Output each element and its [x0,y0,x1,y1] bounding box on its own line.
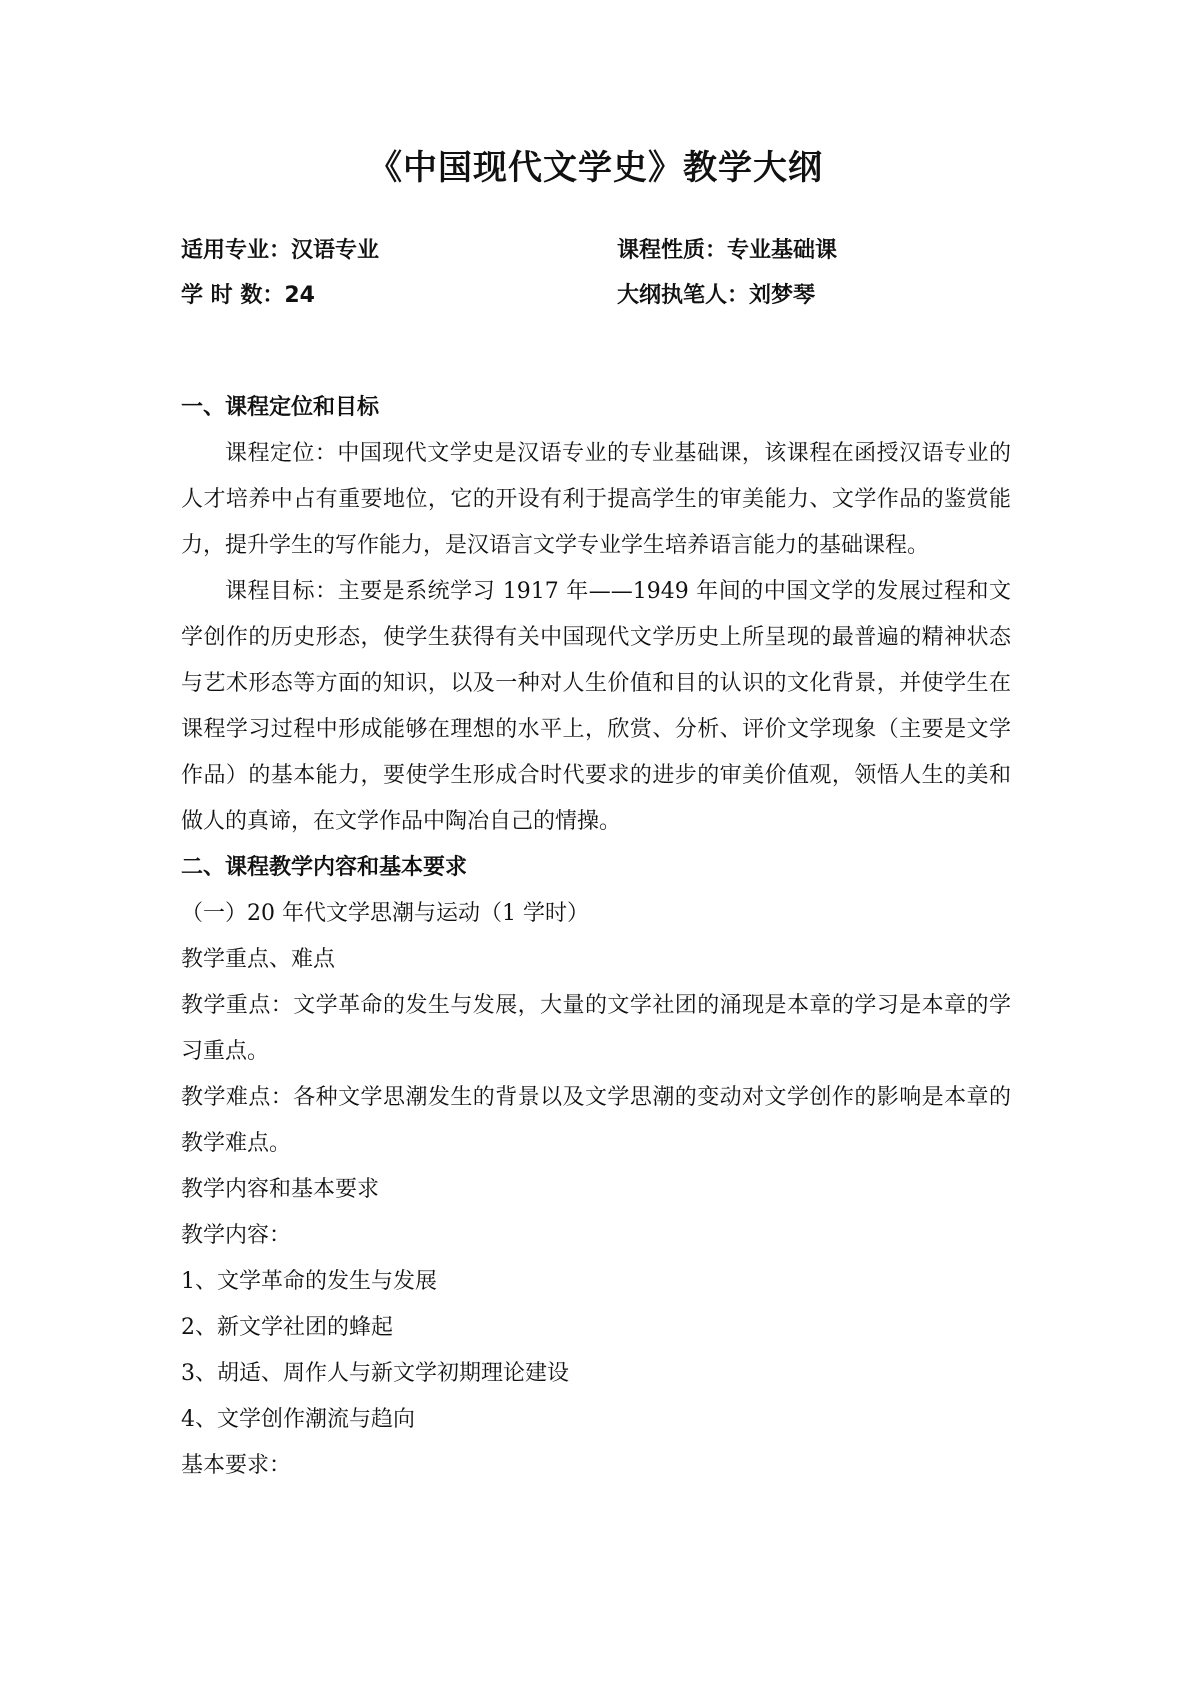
meta-major-value: 汉语专业 [291,238,380,263]
key-points-heading: 教学重点、难点 [181,947,336,972]
meta-nature [617,233,837,264]
list-item: 2、新文学社团的蜂起 [181,1315,393,1340]
requirements-label: 基本要求： [181,1453,292,1478]
meta-hours-label: 学 时 数： [181,283,285,308]
list-item: 4、文学创作潮流与趋向 [181,1407,415,1432]
content-requirements-heading: 教学内容和基本要求 [181,1177,380,1202]
meta-hours [181,278,315,309]
course-positioning-paragraph: 课程定位：中国现代文学史是汉语专业的专业基础课，该课程在函授汉语专业的人才培养中占有重要地位，它的开设有利于提高学生的审美能力、文学作品的鉴赏能力，提升学生的写作能力，是汉语言文学专业学生培养语言能力的基础课程。 [181,441,1011,558]
meta-nature-value: 专业基础课 [727,238,838,263]
unit-1-title: （一）20 年代文学思潮与运动（1 学时） [181,901,589,926]
meta-author [617,278,815,309]
meta-author-label: 大纲执笔人： [617,283,750,308]
meta-nature-label: 课程性质： [617,238,728,263]
meta-major-label: 适用专业： [181,238,292,263]
section-1-heading: 一、课程定位和目标 [181,395,380,420]
course-goal-paragraph: 课程目标：主要是系统学习 1917 年——1949 年间的中国文学的发展过程和文学创作的历史形态，使学生获得有关中国现代文学历史上所呈现的最普遍的精神状态与艺术形态等方面的知识，以及一种对人生价值和目的认识的文化背景，并使学生在课程学习过程中形成能够在理想的水平上，欣赏、分析、评价文学现象（主要是文学作品）的基本能力，要使学生形成合时代要求的进步的审美价值观，领悟人生的美和做人的真谛，在文学作品中陶冶自己的情操。 [181,579,1011,834]
list-item: 1、文学革命的发生与发展 [181,1269,437,1294]
meta-hours-value: 24 [284,283,315,308]
key-point-paragraph: 教学重点：文学革命的发生与发展，大量的文学社团的涌现是本章的学习是本章的学习重点。 [181,993,1011,1064]
section-2-heading: 二、课程教学内容和基本要求 [181,855,468,880]
meta-major [181,233,379,264]
document-body [181,385,1011,1489]
meta-author-value: 刘梦琴 [749,283,816,308]
page-title: 《中国现代文学史》教学大纲 [368,148,823,188]
list-item: 3、胡适、周作人与新文学初期理论建设 [181,1361,569,1386]
content-label: 教学内容： [181,1223,292,1248]
difficult-point-paragraph: 教学难点：各种文学思潮发生的背景以及文学思潮的变动对文学创作的影响是本章的教学难点。 [181,1085,1011,1156]
